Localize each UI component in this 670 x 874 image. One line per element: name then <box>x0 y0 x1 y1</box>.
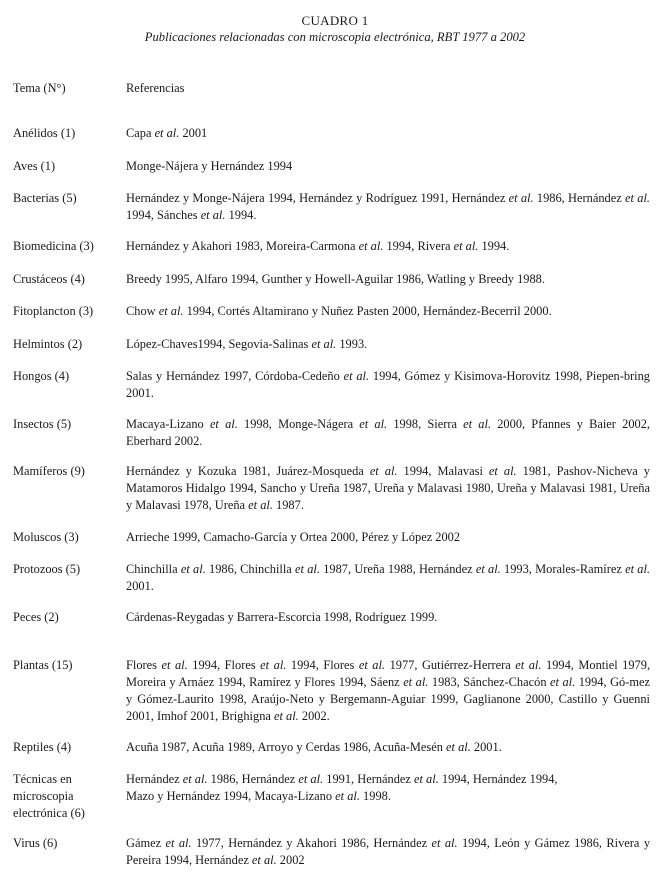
row-referencias: Macaya-Lizano et al. 1998, Monge-Nágera et al. 1998, Sierra et al. 2000, Pfannes y Baier 2002, Eberhard 2002. <box>126 417 651 448</box>
row-referencias: Cárdenas-Reygadas y Barrera-Escorcia 1998, Rodríguez 1999. <box>126 610 438 624</box>
row-tema: Virus (6) <box>13 836 58 850</box>
row-referencias: Hernández y Akahori 1983, Moreira-Carmona et al. 1994, Rivera et al. 1994. <box>126 239 510 253</box>
row-tema: Técnicas en microscopia electrónica (6) <box>13 772 85 820</box>
row-tema: Insectos (5) <box>13 417 72 431</box>
row-tema: Helmintos (2) <box>13 337 83 351</box>
row-referencias: Gámez et al. 1977, Hernández y Akahori 1986, Hernández et al. 1994, León y Gámez 1986, Rivera y Pereira 1994, Hernández et al. 2002 <box>126 836 651 867</box>
row-referencias: Salas y Hernández 1997, Córdoba-Cedeño et al. 1994, Gómez y Kisimova-Horovitz 1998, Piepen-bring 2001. <box>126 369 650 400</box>
row-referencias: Arrieche 1999, Camacho-García y Ortea 2000, Pérez y López 2002 <box>126 530 461 544</box>
row-referencias: Flores et al. 1994, Flores et al. 1994, Flores et al. 1977, Gutiérrez-Herrera et al. 1994, Montiel 1979, Moreira y Arnáez 1994, Ramírez y Flores 1994, Sáenz et al. 1983, Sánchez-Chacón et al. 1994, Gó-mez y Gómez-Laurito 1998, Araújo-Neto y Bergemann-Aguiar 1999, Gaglianone 2000, Castillo y Guenni 2001, Imhof 2001, Brighigna et al. 2002. <box>126 658 651 723</box>
row-referencias: Monge-Nájera y Hernández 1994 <box>126 159 293 173</box>
row-referencias: Hernández y Kozuka 1981, Juárez-Mosqueda et al. 1994, Malavasi et al. 1981, Pashov-Nicheva y Matamoros Hidalgo 1994, Sancho y Ureña 1987, Ureña y Malavasi 1980, Ureña y Malavasi 1981, Ureña y Malavasi 1978, Ureña et al. 1987. <box>126 464 651 512</box>
row-tema: Anélidos (1) <box>13 126 76 140</box>
row-tema: Aves (1) <box>13 159 56 173</box>
row-referencias: Chinchilla et al. 1986, Chinchilla et al. 1987, Ureña 1988, Hernández et al. 1993, Morales-Ramírez et al. 2001. <box>126 562 651 593</box>
row-referencias: Chow et al. 1994, Cortés Altamirano y Nuñez Pasten 2000, Hernández-Becerril 2000. <box>126 304 552 318</box>
row-tema: Mamíferos (9) <box>13 464 85 478</box>
row-tema: Moluscos (3) <box>13 530 79 544</box>
row-tema: Hongos (4) <box>13 369 70 383</box>
row-tema: Crustáceos (4) <box>13 272 85 286</box>
row-tema: Biomedicina (3) <box>13 239 94 253</box>
table-title: CUADRO 1 <box>301 13 369 28</box>
row-referencias: Breedy 1995, Alfaro 1994, Gunther y Howell-Aguilar 1986, Watling y Breedy 1988. <box>126 272 545 286</box>
row-tema: Bacterias (5) <box>13 191 77 205</box>
column-header-referencias: Referencias <box>126 81 185 95</box>
row-tema: Plantas (15) <box>13 658 73 672</box>
row-tema: Reptiles (4) <box>13 740 72 754</box>
row-referencias: Capa et al. 2001 <box>126 126 208 140</box>
row-referencias: Acuña 1987, Acuña 1989, Arroyo y Cerdas 1986, Acuña-Mesén et al. 2001. <box>126 740 502 754</box>
table-subtitle: Publicaciones relacionadas con microscopia electrónica, RBT 1977 a 2002 <box>144 30 526 44</box>
row-tema: Peces (2) <box>13 610 59 624</box>
row-tema: Protozoos (5) <box>13 562 81 576</box>
row-referencias: López-Chaves1994, Segovia-Salinas et al. 1993. <box>126 337 368 351</box>
row-referencias: Hernández et al. 1986, Hernández et al. 1991, Hernández et al. 1994, Hernández 1994, Mazo y Hernández 1994, Macaya-Lizano et al. 1998. <box>126 772 558 803</box>
row-tema: Fitoplancton (3) <box>13 304 94 318</box>
row-referencias: Hernández y Monge-Nájera 1994, Hernández y Rodríguez 1991, Hernández et al. 1986, Hernández et al. 1994, Sánches et al. 1994. <box>126 191 650 222</box>
column-header-tema: Tema (N°) <box>13 81 66 95</box>
